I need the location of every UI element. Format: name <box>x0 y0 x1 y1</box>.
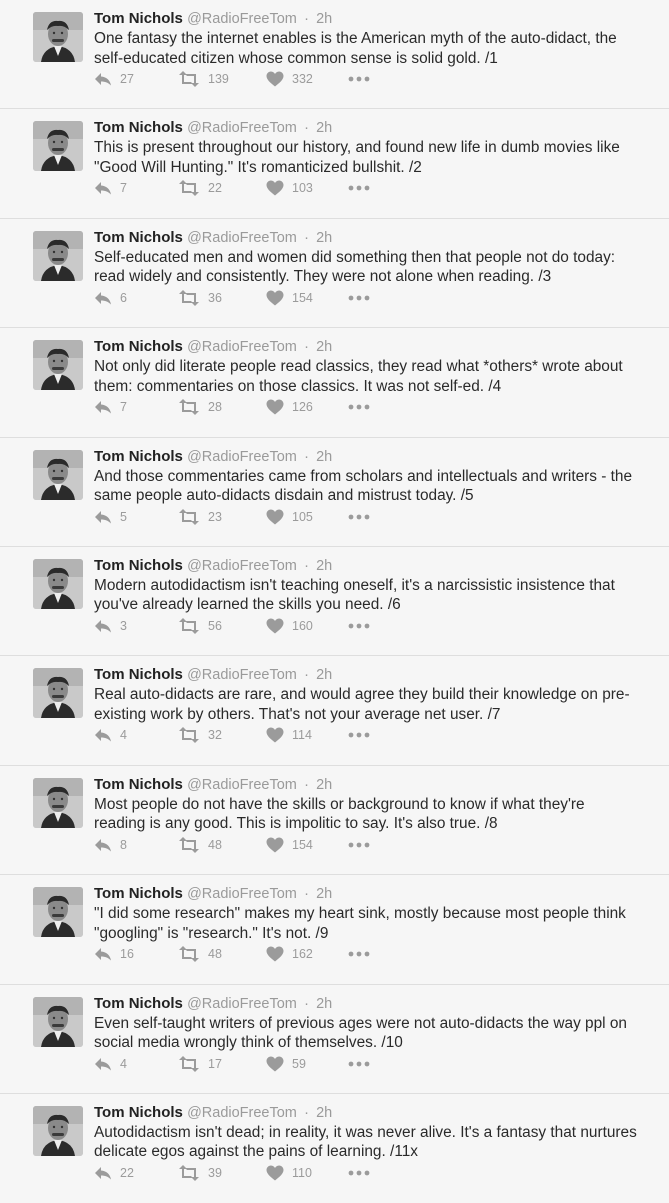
avatar[interactable] <box>33 778 83 828</box>
avatar[interactable] <box>33 231 83 281</box>
reply-button[interactable] <box>94 1162 134 1184</box>
heart-icon <box>266 290 284 306</box>
like-count: 114 <box>292 728 312 743</box>
like-count: 110 <box>292 1165 312 1180</box>
retweet-button[interactable] <box>178 287 222 309</box>
heart-icon <box>266 618 284 634</box>
tweet-text: And those commentaries came from scholars and intellectuals and writers - the same people auto-didacts disdain and mistrust today. /5 <box>94 467 633 505</box>
tweet-text: Not only did literate people read classics, they read what *others* wrote about them: commentaries on those classics. It was not self-ed. /4 <box>94 358 623 395</box>
retweet-button[interactable] <box>178 506 222 528</box>
retweet-icon <box>178 946 200 962</box>
tweet[interactable] <box>0 547 669 656</box>
retweet-button[interactable] <box>178 724 222 746</box>
tweet-header <box>94 229 639 247</box>
timestamp[interactable]: 2h <box>316 120 333 137</box>
tweet-actions <box>94 1053 394 1075</box>
timestamp[interactable]: 2h <box>316 229 333 246</box>
more-button[interactable] <box>348 506 370 528</box>
author-handle[interactable]: @RadioFreeTom <box>187 886 297 903</box>
tweet-text: Most people do not have the skills or background to know if what they're reading is any good. This is impolitic to say. It's also true. /8 <box>94 795 585 833</box>
retweet-button[interactable] <box>178 1053 222 1075</box>
reply-button[interactable] <box>94 396 127 418</box>
avatar[interactable] <box>33 559 83 609</box>
retweet-count: 17 <box>208 1056 222 1071</box>
retweet-button[interactable] <box>178 68 229 90</box>
avatar[interactable] <box>33 668 83 718</box>
reply-button[interactable] <box>94 506 127 528</box>
reply-count: 7 <box>120 181 127 196</box>
reply-button[interactable] <box>94 287 127 309</box>
retweet-button[interactable] <box>178 396 222 418</box>
author-name[interactable]: Tom Nichols <box>94 1103 183 1121</box>
reply-button[interactable] <box>94 1053 127 1075</box>
tweet-header <box>94 1104 639 1122</box>
more-button[interactable] <box>348 834 370 856</box>
more-dots-icon <box>348 951 370 957</box>
retweet-button[interactable] <box>178 615 222 637</box>
like-button[interactable] <box>266 724 312 746</box>
timestamp[interactable]: 2h <box>316 448 333 465</box>
author-handle[interactable]: @RadioFreeTom <box>187 339 297 356</box>
tweet-header <box>94 995 639 1013</box>
heart-icon <box>266 71 284 87</box>
tweet-actions <box>94 724 394 746</box>
reply-icon <box>94 728 112 742</box>
tweet-text: "I did some research" makes my heart sink, mostly because most people think "googling" is "research." It's not. /9 <box>94 905 626 942</box>
retweet-count: 56 <box>208 618 222 633</box>
tweet[interactable] <box>0 328 669 437</box>
heart-icon <box>266 946 284 962</box>
reply-icon <box>94 72 112 86</box>
reply-count: 16 <box>120 947 134 962</box>
more-dots-icon <box>348 732 370 738</box>
tweet-text: Even self-taught writers of previous ages were not auto-didacts the way ppl on social media wrongly think of themselves. /10 <box>94 1014 627 1052</box>
reply-count: 5 <box>120 509 127 524</box>
tweet-actions <box>94 177 394 199</box>
separator-dot: · <box>304 11 309 27</box>
tweet-header <box>94 557 639 575</box>
more-button[interactable] <box>348 724 370 746</box>
retweet-icon <box>178 290 200 306</box>
avatar-photo-icon <box>33 997 83 1047</box>
reply-button[interactable] <box>94 724 127 746</box>
avatar-photo-icon <box>33 450 83 500</box>
avatar[interactable] <box>33 121 83 171</box>
avatar-photo-icon <box>33 778 83 828</box>
tweet-header <box>94 10 639 28</box>
tweet-text: This is present throughout our history, and found new life in dumb movies like "Good Will Hunting." It's romanticized bullshit. /2 <box>94 139 620 176</box>
reply-count: 7 <box>120 400 127 415</box>
avatar-photo-icon <box>33 231 83 281</box>
more-dots-icon <box>348 185 370 191</box>
separator-dot: · <box>304 886 309 903</box>
tweet-actions <box>94 615 394 637</box>
tweet-actions <box>94 506 394 528</box>
tweet[interactable] <box>0 656 669 765</box>
retweet-icon <box>178 727 200 743</box>
like-button[interactable] <box>266 943 313 965</box>
more-button[interactable] <box>348 1162 370 1184</box>
retweet-button[interactable] <box>178 943 222 965</box>
retweet-count: 22 <box>208 181 222 196</box>
timestamp[interactable]: 2h <box>316 339 333 356</box>
tweet-text: Real auto-didacts are rare, and would agree they build their knowledge on pre-existing work by others. That's not your average net user. /7 <box>94 686 630 723</box>
tweet-text: Autodidactism isn't dead; in reality, it was never alive. It's a fantasy that nurtures delicate egos against the pains of learning. /11x <box>94 1123 637 1161</box>
more-dots-icon <box>348 76 370 82</box>
separator-dot: · <box>304 995 309 1012</box>
avatar[interactable] <box>33 340 83 390</box>
like-count: 59 <box>292 1056 306 1071</box>
tweet-header <box>94 448 639 466</box>
reply-count: 8 <box>120 837 127 852</box>
like-button[interactable] <box>266 396 313 418</box>
author-name[interactable]: Tom Nichols <box>94 666 183 684</box>
retweet-icon <box>178 180 200 196</box>
heart-icon <box>266 1165 284 1181</box>
tweet[interactable] <box>0 985 669 1094</box>
reply-icon <box>94 291 112 305</box>
retweet-icon <box>178 71 200 87</box>
retweet-count: 48 <box>208 947 222 962</box>
retweet-icon <box>178 509 200 525</box>
retweet-icon <box>178 1165 200 1181</box>
avatar-photo-icon <box>33 121 83 171</box>
heart-icon <box>266 180 284 196</box>
tweet-actions <box>94 1162 394 1184</box>
like-count: 332 <box>292 72 313 86</box>
separator-dot: · <box>304 1104 309 1121</box>
more-button[interactable] <box>348 177 370 199</box>
reply-count: 3 <box>120 618 127 633</box>
author-handle[interactable]: @RadioFreeTom <box>187 557 297 574</box>
avatar[interactable] <box>33 450 83 500</box>
retweet-button[interactable] <box>178 1162 222 1184</box>
retweet-count: 28 <box>208 400 222 415</box>
retweet-count: 32 <box>208 728 222 743</box>
heart-icon <box>266 837 284 853</box>
tweet-header <box>94 885 639 903</box>
tweet[interactable] <box>0 1094 669 1203</box>
tweet[interactable] <box>0 438 669 547</box>
tweet[interactable] <box>0 875 669 984</box>
retweet-button[interactable] <box>178 834 222 856</box>
timestamp[interactable]: 2h <box>316 557 333 574</box>
like-button[interactable] <box>266 1053 306 1075</box>
more-button[interactable] <box>348 1053 370 1075</box>
more-dots-icon <box>348 1061 370 1067</box>
separator-dot: · <box>304 776 309 793</box>
like-button[interactable] <box>266 68 313 90</box>
reply-icon <box>94 510 112 524</box>
separator-dot: · <box>304 229 309 246</box>
reply-icon <box>94 619 112 633</box>
retweet-icon <box>178 399 200 415</box>
author-name[interactable]: Tom Nichols <box>94 338 183 356</box>
retweet-icon <box>178 837 200 853</box>
avatar[interactable] <box>33 1106 83 1156</box>
author-name[interactable]: Tom Nichols <box>94 119 183 137</box>
retweet-count: 39 <box>208 1165 222 1180</box>
author-name[interactable]: Tom Nichols <box>94 556 183 574</box>
tweet[interactable] <box>0 219 669 328</box>
tweet-text: Modern autodidactism isn't teaching oneself, it's a narcissistic insistence that you've already learned the skills you need. /6 <box>94 576 615 614</box>
heart-icon <box>266 1056 284 1072</box>
more-dots-icon <box>348 842 370 848</box>
like-count: 162 <box>292 947 313 962</box>
reply-icon <box>94 181 112 195</box>
tweet-header <box>94 666 639 684</box>
tweet-actions <box>94 287 394 309</box>
retweet-count: 48 <box>208 837 222 852</box>
separator-dot: · <box>304 120 309 137</box>
author-name[interactable]: Tom Nichols <box>94 10 183 27</box>
like-count: 154 <box>292 290 313 305</box>
reply-button[interactable] <box>94 177 127 199</box>
more-button[interactable] <box>348 287 370 309</box>
retweet-button[interactable] <box>178 177 222 199</box>
more-dots-icon <box>348 623 370 629</box>
tweet[interactable] <box>0 109 669 218</box>
more-button[interactable] <box>348 943 370 965</box>
reply-count: 27 <box>120 72 134 86</box>
heart-icon <box>266 509 284 525</box>
heart-icon <box>266 399 284 415</box>
more-dots-icon <box>348 1170 370 1176</box>
avatar-photo-icon <box>33 1106 83 1156</box>
author-handle[interactable]: @RadioFreeTom <box>187 1104 297 1121</box>
avatar[interactable] <box>33 997 83 1047</box>
avatar-photo-icon <box>33 887 83 937</box>
retweet-icon <box>178 1056 200 1072</box>
timestamp[interactable]: 2h <box>316 1104 333 1121</box>
separator-dot: · <box>304 339 309 356</box>
reply-icon <box>94 838 112 852</box>
author-name[interactable]: Tom Nichols <box>94 775 183 793</box>
reply-icon <box>94 1057 112 1071</box>
author-handle[interactable]: @RadioFreeTom <box>187 11 297 27</box>
retweet-icon <box>178 618 200 634</box>
more-button[interactable] <box>348 615 370 637</box>
reply-count: 6 <box>120 290 127 305</box>
avatar-photo-icon <box>33 559 83 609</box>
author-name[interactable]: Tom Nichols <box>94 994 183 1012</box>
reply-count: 22 <box>120 1165 134 1180</box>
timestamp[interactable]: 2h <box>316 995 333 1012</box>
like-button[interactable] <box>266 177 313 199</box>
like-count: 103 <box>292 181 313 196</box>
author-handle[interactable]: @RadioFreeTom <box>187 448 297 465</box>
reply-button[interactable] <box>94 68 134 90</box>
more-button[interactable] <box>348 396 370 418</box>
tweet-text: One fantasy the internet enables is the American myth of the auto-didact, the self-educated citizen whose common sense is solid gold. /1 <box>94 30 617 67</box>
tweet-actions <box>94 68 394 90</box>
tweet-actions <box>94 834 394 856</box>
reply-icon <box>94 947 112 961</box>
timestamp[interactable]: 2h <box>316 776 333 793</box>
separator-dot: · <box>304 667 309 684</box>
retweet-count: 23 <box>208 509 222 524</box>
reply-count: 4 <box>120 1056 127 1071</box>
more-dots-icon <box>348 404 370 410</box>
like-count: 160 <box>292 618 313 633</box>
tweet-text: Self-educated men and women did something then that people not do today: read widely and consistently. They were not alone when reading. /3 <box>94 248 616 286</box>
author-name[interactable]: Tom Nichols <box>94 885 183 903</box>
reply-button[interactable] <box>94 615 127 637</box>
timestamp[interactable]: 2h <box>316 11 333 27</box>
tweet[interactable] <box>0 766 669 875</box>
tweet-header <box>94 776 639 794</box>
reply-button[interactable] <box>94 943 134 965</box>
separator-dot: · <box>304 448 309 465</box>
more-dots-icon <box>348 295 370 301</box>
like-button[interactable] <box>266 287 313 309</box>
avatar-photo-icon <box>33 668 83 718</box>
author-name[interactable]: Tom Nichols <box>94 447 183 465</box>
author-handle[interactable]: @RadioFreeTom <box>187 667 297 684</box>
more-button[interactable] <box>348 68 370 90</box>
avatar[interactable] <box>33 887 83 937</box>
like-count: 105 <box>292 509 313 524</box>
tweet-header <box>94 338 639 356</box>
retweet-count: 36 <box>208 290 222 305</box>
author-handle[interactable]: @RadioFreeTom <box>187 995 297 1012</box>
like-count: 126 <box>292 400 313 415</box>
author-handle[interactable]: @RadioFreeTom <box>187 776 297 793</box>
like-button[interactable] <box>266 834 313 856</box>
reply-icon <box>94 400 112 414</box>
tweet-actions <box>94 943 394 965</box>
avatar[interactable] <box>33 12 83 62</box>
retweet-count: 139 <box>208 72 229 86</box>
reply-icon <box>94 1166 112 1180</box>
reply-button[interactable] <box>94 834 127 856</box>
tweet[interactable] <box>0 0 669 109</box>
tweet-actions <box>94 396 394 418</box>
timestamp[interactable]: 2h <box>316 667 333 684</box>
avatar-photo-icon <box>33 12 83 62</box>
more-dots-icon <box>348 514 370 520</box>
separator-dot: · <box>304 557 309 574</box>
timestamp[interactable]: 2h <box>316 886 333 903</box>
tweet-header <box>94 119 639 137</box>
avatar-photo-icon <box>33 340 83 390</box>
like-button[interactable] <box>266 1162 312 1184</box>
like-button[interactable] <box>266 615 313 637</box>
reply-count: 4 <box>120 728 127 743</box>
heart-icon <box>266 727 284 743</box>
author-name[interactable]: Tom Nichols <box>94 228 183 246</box>
author-handle[interactable]: @RadioFreeTom <box>187 229 297 246</box>
like-count: 154 <box>292 837 313 852</box>
author-handle[interactable]: @RadioFreeTom <box>187 120 297 137</box>
like-button[interactable] <box>266 506 313 528</box>
